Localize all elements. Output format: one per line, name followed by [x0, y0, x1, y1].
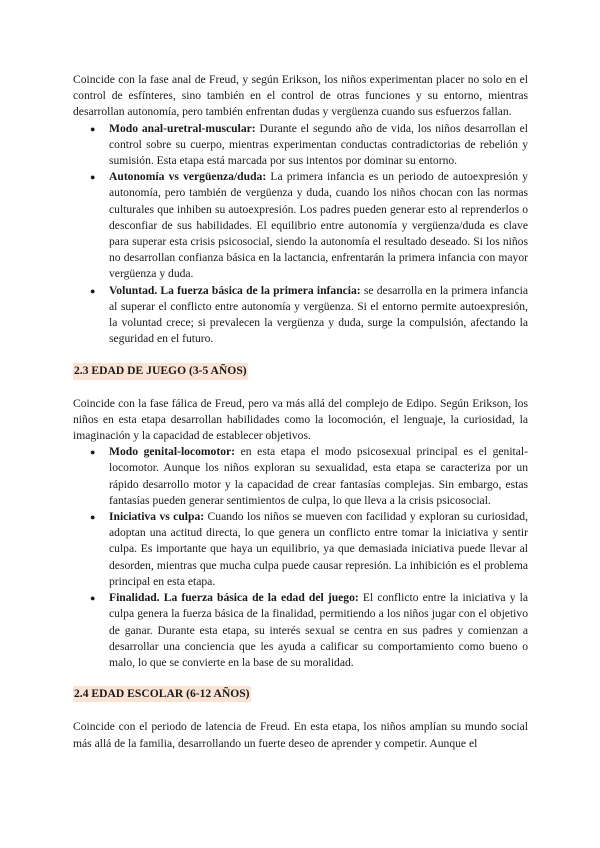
bullet-term: Modo anal-uretral-muscular: — [109, 121, 256, 135]
section-heading-play-age: 2.3 EDAD DE JUEGO (3-5 AÑOS) — [73, 363, 248, 379]
list-item — [73, 590, 528, 671]
bullet-icon: ● — [90, 172, 96, 183]
bullet-term: Autonomía vs vergüenza/duda: — [109, 170, 267, 184]
bullet-icon: ● — [90, 285, 96, 296]
document-page — [73, 72, 528, 752]
list-item — [73, 121, 528, 170]
bullet-icon: ● — [90, 447, 96, 458]
bullet-text: El conflicto entre la iniciativa y la culpa genera la fuerza básica de la finalidad, permitiendo a los niños jugar con el objetivo de ganar. Durante esta etapa, su interés sexual se centra en sus padres y comienzan a desarrollar una conciencia que les ayuda a calificar su comportamiento como bueno o malo, lo que se convierte en la base de su moralidad. — [109, 591, 528, 669]
list-item — [73, 169, 528, 282]
intro-paragraph-school-age: Coincide con el periodo de latencia de Freud. En esta etapa, los niños amplían su mundo social más allá de la familia, desarrollando un fuerte deseo de aprender y competir. Aunque el — [73, 720, 528, 750]
section-heading-wrapper — [73, 363, 528, 379]
bullet-text: en esta etapa el modo psicosexual principal es el genital-locomotor. Aunque los niños exploran su sexualidad, esta etapa se caracteriza por un rápido desarrollo motor y la capacidad de crear fantasías complejas. Sin embargo, estas fantasías pueden generar sentimientos de culpa, lo que lleva a la crisis psicosocial. — [109, 445, 528, 507]
intro-paragraph-play-age: Coincide con la fase fálica de Freud, pero va más allá del complejo de Edipo. Según Erikson, los niños en esta etapa desarrollan habilidades como la locomoción, el lenguaje, la curiosidad, la imaginación y la capacidad de establecer objetivos. — [73, 396, 528, 443]
list-item — [73, 283, 528, 348]
bullet-list-early-childhood — [73, 121, 528, 348]
section-heading-wrapper — [73, 686, 528, 702]
bullet-icon: ● — [90, 593, 96, 604]
bullet-term: Iniciativa vs culpa: — [109, 510, 205, 524]
bullet-icon: ● — [90, 512, 96, 523]
intro-paragraph-anal-stage: Coincide con la fase anal de Freud, y según Erikson, los niños experimentan placer no solo en el control de esfínteres, sino también en el control de otras funciones y su entorno, mientras desarrollan autonomía, pero también enfrentan dudas y vergüenza cuando sus esfuerzos fallan. — [73, 73, 528, 119]
bullet-list-play-age — [73, 444, 528, 671]
bullet-text: Cuando los niños se mueven con facilidad y exploran su curiosidad, adoptan una actitud directa, lo que genera un conflicto entre tomar la iniciativa y sentir culpa. Es importante que haya un equilibrio, ya que demasiada iniciativa puede llevar al desorden, mientras que mucha culpa puede causar represión. La inhibición es el problema principal en esta etapa. — [109, 510, 529, 588]
list-item — [73, 444, 528, 509]
bullet-term: Modo genital-locomotor: — [109, 445, 236, 459]
bullet-text: se desarrolla en la primera infancia al superar el conflicto entre autonomía y vergüenza. Si el entorno permite autoexpresión, la voluntad crece; si prevalecen la vergüenza y duda, surge la compulsión, afectando la seguridad en el futuro. — [109, 283, 528, 346]
section-heading-school-age: 2.4 EDAD ESCOLAR (6-12 AÑOS) — [73, 686, 251, 702]
list-item — [73, 509, 528, 590]
bullet-term: Finalidad. La fuerza básica de la edad del juego: — [109, 591, 359, 605]
bullet-term: Voluntad. La fuerza básica de la primera infancia: — [109, 283, 361, 297]
bullet-text: La primera infancia es un periodo de autoexpresión y autonomía, pero también de vergüenza y duda, cuando los niños chocan con las normas culturales que inhiben su autoexpresión. Los padres pueden generar esto al reprenderlos o desconfiar de sus habilidades. El equilibrio entre autonomía y vergüenza/duda es clave para superar esta crisis psicosocial, siendo la autonomía el resultado deseado. Si los niños no desarrollan confianza básica en la lactancia, enfrentarán la primera infancia con mayor vergüenza y duda. — [109, 170, 528, 281]
bullet-icon: ● — [90, 123, 96, 134]
bullet-text: Durante el segundo año de vida, los niños desarrollan el control sobre su cuerpo, mientras experimentan conductas contradictorias de rebelión y sumisión. Esta etapa está marcada por sus intentos por dominar su entorno. — [109, 121, 528, 168]
